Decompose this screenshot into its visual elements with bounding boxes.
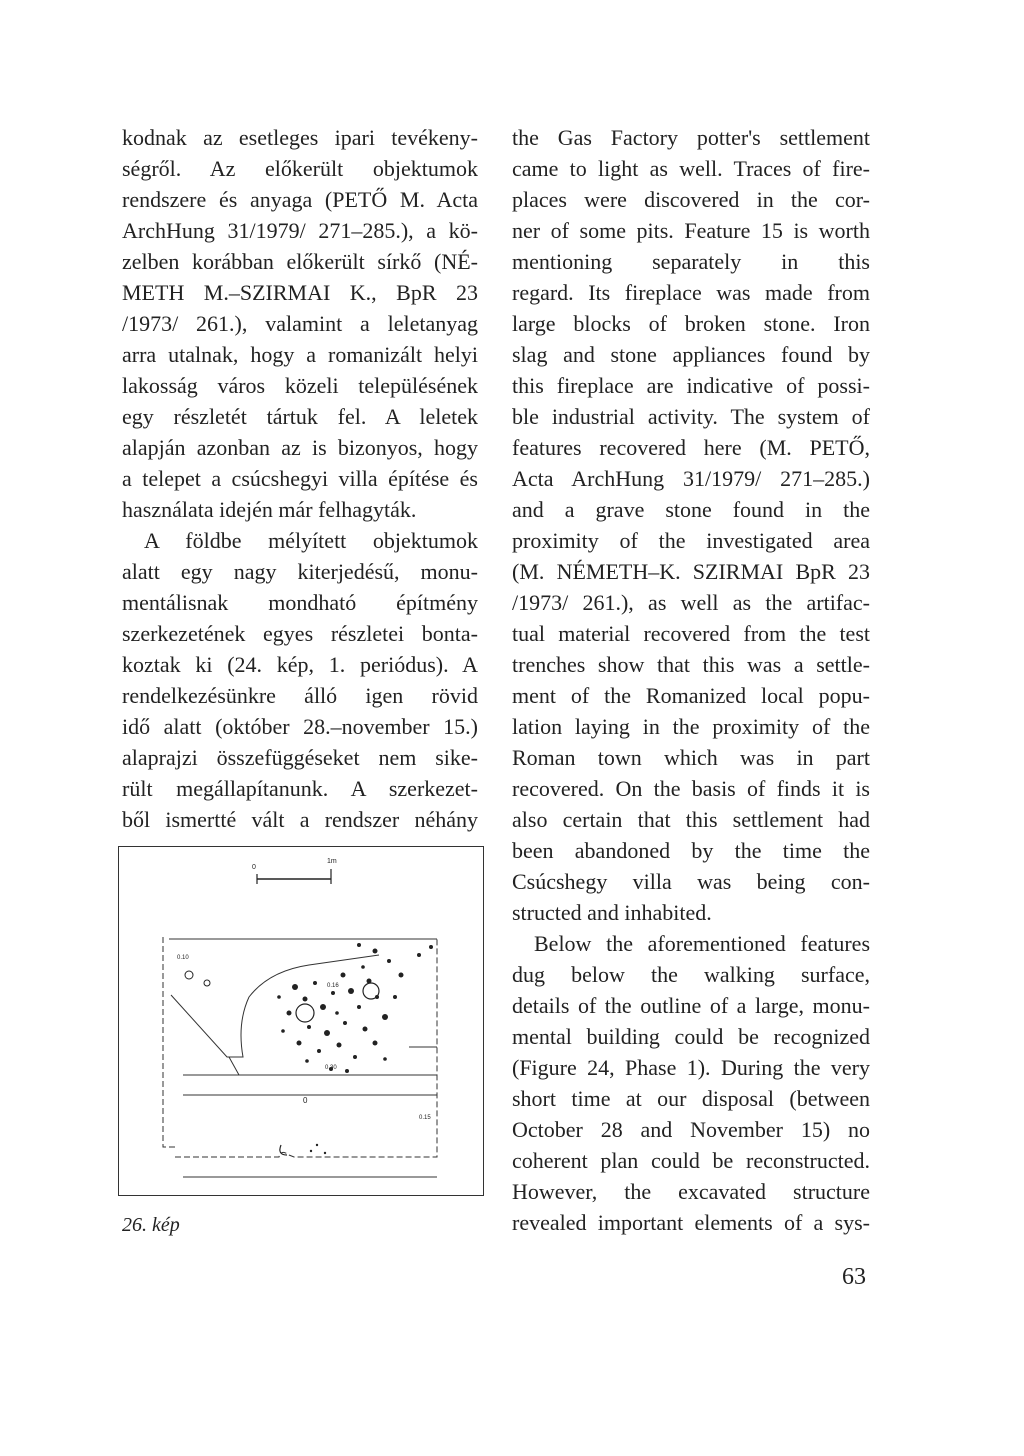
left-column-text-line: a telepet a csúcshegyi villa építése és <box>122 466 478 491</box>
excavation-plan-figure <box>118 846 484 1196</box>
figure-caption: 26. kép <box>122 1214 180 1236</box>
left-column-text-line: idő alatt (október 28.–november 15.) <box>122 714 478 739</box>
right-column-text-line: /1973/ 261.), as well as the artifac- <box>512 590 870 615</box>
level-label-a: 0.10 <box>177 955 189 961</box>
right-column-text-line: (Figure 24, Phase 1). During the very <box>512 1055 870 1080</box>
post-hole-a <box>296 1004 314 1022</box>
right-column-text-line: been abandoned by the time the <box>512 838 870 863</box>
right-column-text-line: ment of the Romanized local popu- <box>512 683 870 708</box>
right-column-text-line: the Gas Factory potter's settlement <box>512 125 870 150</box>
right-column-text-line: details of the outline of a large, monu- <box>512 993 870 1018</box>
right-column-text-line: Below the aforementioned features <box>534 931 870 956</box>
left-column-text-line: lakosság város közeli településének <box>122 373 478 398</box>
level-label-c: 0.15 <box>419 1115 431 1121</box>
right-column-text-line: features recovered here (M. PETŐ, <box>512 435 870 460</box>
right-column-text-line: short time at our disposal (between <box>512 1086 870 1111</box>
right-column-text-line: this fireplace are indicative of possi- <box>512 373 870 398</box>
right-column-text-line: mental building could be recognized <box>512 1024 870 1049</box>
right-column-text-line: regard. Its fireplace was made from <box>512 280 870 305</box>
right-column-text-line: mentioning separately in this <box>512 249 870 274</box>
right-column-text-line: dug below the walking surface, <box>512 962 870 987</box>
right-column-text-line: coherent plan could be reconstructed. <box>512 1148 870 1173</box>
level-label-e: 0 <box>303 1096 308 1105</box>
excavation-plan-drawing <box>119 847 483 1195</box>
right-column-text-line: places were discovered in the cor- <box>512 187 870 212</box>
right-column-text-line: revealed important elements of a sys- <box>512 1210 870 1235</box>
left-column-text-line: alapján azonban az is bizonyos, hogy <box>122 435 478 460</box>
right-column-text-line: ble industrial activity. The system of <box>512 404 870 429</box>
left-column-text-line: szerkezetének egyes részletei bonta- <box>122 621 478 646</box>
left-column-text-line: rendelkezésünkre álló igen rövid <box>122 683 478 708</box>
right-column-text-line: trenches show that this was a settle- <box>512 652 870 677</box>
right-column-text-line: Csúcshegy villa was being con- <box>512 869 870 894</box>
post-hole-b <box>363 983 379 999</box>
left-column-text-line: ből ismertté vált a rendszer néhány <box>122 807 478 832</box>
left-column-text-line: ségről. Az előkerült objektumok <box>122 156 478 181</box>
right-column-text-line: recovered. On the basis of finds it is <box>512 776 870 801</box>
left-column-hungarian <box>122 122 478 835</box>
right-column-text-line: Acta ArchHung 31/1979/ 271–285.) <box>512 466 870 491</box>
left-column-text-line: A földbe mélyített objektumok <box>144 528 478 553</box>
level-label-b: 0.16 <box>327 983 339 989</box>
level-label-d: 0.30 <box>325 1065 337 1071</box>
left-column-text-line: koztak ki (24. kép, 1. periódus). A <box>122 652 478 677</box>
right-column-english <box>512 122 870 1238</box>
right-column-text-line: ner of some pits. Feature 15 is worth <box>512 218 870 243</box>
page-number: 63 <box>842 1264 866 1290</box>
left-column-text-line: használata idején már felhagyták. <box>122 497 417 522</box>
scale-end-label: 1m <box>327 858 337 865</box>
right-column-text-line: October 28 and November 15) no <box>512 1117 870 1142</box>
left-column-text-line: METH M.–SZIRMAI K., BpR 23 <box>122 280 478 305</box>
right-column-text-line: proximity of the investigated area <box>512 528 870 553</box>
right-column-text-line: Roman town which was in part <box>512 745 870 770</box>
scale-start-label: 0 <box>252 864 256 871</box>
left-column-text-line: alaprajzi összefüggéseket nem sike- <box>122 745 478 770</box>
right-column-text-line: slag and stone appliances found by <box>512 342 870 367</box>
right-column-text-line: structed and inhabited. <box>512 900 712 925</box>
stone-rubble <box>277 943 433 1073</box>
left-column-text-line: mentálisnak mondható építmény <box>122 590 478 615</box>
left-column-text-line: ArchHung 31/1979/ 271–285.), a kö- <box>122 218 478 243</box>
right-column-text-line: tual material recovered from the test <box>512 621 870 646</box>
left-column-text-line: kodnak az esetleges ipari tevékeny- <box>122 125 478 150</box>
right-column-text-line: lation laying in the proximity of the <box>512 714 870 739</box>
left-column-text-line: rendszere és anyaga (PETŐ M. Acta <box>122 187 478 212</box>
right-column-text-line: (M. NÉMETH–K. SZIRMAI BpR 23 <box>512 559 870 584</box>
right-column-text-line: came to light as well. Traces of fire- <box>512 156 870 181</box>
left-column-text-line: /1973/ 261.), valamint a leletanyag <box>122 311 478 336</box>
left-column-text-line: zelben korábban előkerült sírkő (NÉ- <box>122 249 478 274</box>
right-column-text-line: also certain that this settlement had <box>512 807 870 832</box>
left-column-text-line: arra utalnak, hogy a romanizált helyi <box>122 342 478 367</box>
trench-outline <box>163 937 437 1157</box>
left-column-text-line: egy részletét tártuk fel. A leletek <box>122 404 478 429</box>
right-column-text-line: and a grave stone found in the <box>512 497 870 522</box>
left-column-text-line: alatt egy nagy kiterjedésű, monu- <box>122 559 478 584</box>
left-column-text-line: rült megállapítanunk. A szerkezet- <box>122 776 478 801</box>
right-column-text-line: large blocks of broken stone. Iron <box>512 311 870 336</box>
right-column-text-line: However, the excavated structure <box>512 1179 870 1204</box>
pit-outline <box>171 955 379 1057</box>
